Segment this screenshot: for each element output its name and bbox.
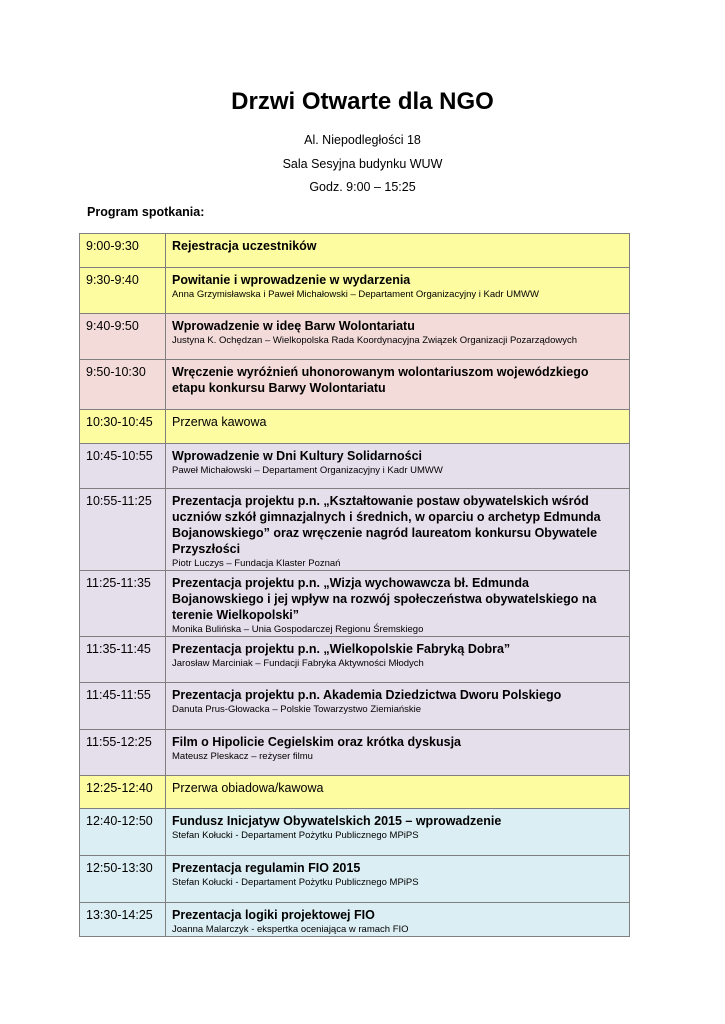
event-cell [166, 489, 630, 571]
event-speaker: Anna Grzymisławska i Paweł Michałowski – Departament Organizacyjny i Kadr UMWW [172, 289, 539, 300]
schedule-row [80, 637, 630, 683]
event-title: Rejestracja uczestników [172, 239, 317, 253]
time-cell: 10:55-11:25 [80, 489, 166, 571]
event-cell [166, 444, 630, 489]
event-title: Prezentacja regulamin FIO 2015 [172, 861, 361, 875]
schedule-row [80, 268, 630, 314]
schedule-row [80, 314, 630, 360]
page-title: Drzwi Otwarte dla NGO [231, 88, 494, 115]
event-cell [166, 314, 630, 360]
event-cell [166, 360, 630, 410]
event-speaker: Danuta Prus-Głowacka – Polskie Towarzystwo Ziemiańskie [172, 704, 422, 715]
event-title: Prezentacja projektu p.n. „Wizja wychowawcza bł. Edmunda Bojanowskiego i jej wpływ na rozwój społeczeństwa obywatelskiego na terenie Wielkopolski” [172, 576, 597, 622]
event-title: Film o Hipolicie Cegielskim oraz krótka dyskusja [172, 735, 461, 749]
address-line: Al. Niepodległości 18 [304, 133, 421, 147]
event-cell [166, 410, 630, 444]
schedule-row [80, 776, 630, 809]
event-cell [166, 571, 630, 637]
event-cell [166, 637, 630, 683]
time-cell: 12:25-12:40 [80, 776, 166, 809]
hours-line: Godz. 9:00 – 15:25 [309, 180, 416, 194]
event-title: Powitanie i wprowadzenie w wydarzenia [172, 273, 411, 287]
schedule-row [80, 809, 630, 856]
room-line: Sala Sesyjna budynku WUW [282, 157, 443, 171]
time-cell: 11:25-11:35 [80, 571, 166, 637]
event-cell [166, 683, 630, 730]
event-title: Przerwa obiadowa/kawowa [172, 781, 324, 795]
event-cell [166, 730, 630, 776]
event-title: Wprowadzenie w Dni Kultury Solidarności [172, 449, 423, 463]
event-title: Fundusz Inicjatyw Obywatelskich 2015 – wprowadzenie [172, 814, 502, 828]
schedule-row [80, 683, 630, 730]
time-cell: 12:40-12:50 [80, 809, 166, 856]
time-cell: 9:30-9:40 [80, 268, 166, 314]
schedule-row [80, 903, 630, 937]
time-cell: 9:40-9:50 [80, 314, 166, 360]
time-cell: 11:55-12:25 [80, 730, 166, 776]
event-speaker: Justyna K. Ochędzan – Wielkopolska Rada Koordynacyjna Związek Organizacji Pozarządowych [172, 335, 578, 346]
schedule-row [80, 234, 630, 268]
event-speaker: Mateusz Pleskacz – reżyser filmu [172, 751, 313, 762]
schedule-row [80, 571, 630, 637]
event-title: Wprowadzenie w ideę Barw Wolontariatu [172, 319, 415, 333]
event-cell [166, 903, 630, 937]
time-cell: 10:45-10:55 [80, 444, 166, 489]
event-title: Przerwa kawowa [172, 415, 267, 429]
time-cell: 10:30-10:45 [80, 410, 166, 444]
time-cell: 12:50-13:30 [80, 856, 166, 903]
schedule-row [80, 360, 630, 410]
event-speaker: Stefan Kołucki - Departament Pożytku Publicznego MPiPS [172, 877, 419, 888]
event-speaker: Monika Bulińska – Unia Gospodarczej Regionu Śremskiego [172, 624, 424, 635]
time-cell: 11:45-11:55 [80, 683, 166, 730]
event-title: Prezentacja logiki projektowej FIO [172, 908, 375, 922]
schedule-row [80, 489, 630, 571]
schedule-row [80, 410, 630, 444]
event-cell [166, 234, 630, 268]
event-cell [166, 856, 630, 903]
event-title: Wręczenie wyróżnień uhonorowanym wolontariuszom wojewódzkiego etapu konkursu Barwy Wolontariatu [172, 365, 589, 395]
time-cell: 11:35-11:45 [80, 637, 166, 683]
event-speaker: Stefan Kołucki - Departament Pożytku Publicznego MPiPS [172, 830, 419, 841]
event-cell [166, 776, 630, 809]
event-speaker: Jarosław Marciniak – Fundacji Fabryka Aktywności Młodych [172, 658, 424, 669]
program-label: Program spotkania: [87, 205, 205, 219]
event-speaker: Joanna Malarczyk - ekspertka oceniająca w ramach FIO [172, 924, 409, 935]
schedule-row [80, 856, 630, 903]
schedule-row [80, 444, 630, 489]
event-title: Prezentacja projektu p.n. „Kształtowanie postaw obywatelskich wśród uczniów szkół gimnazjalnych i średnich, w oparciu o archetyp Edmunda Bojanowskiego” oraz wręczenie nagród laureatom konkursu Obywatele Przyszłości [172, 494, 601, 556]
event-cell [166, 809, 630, 856]
schedule-row [80, 730, 630, 776]
event-speaker: Paweł Michałowski – Departament Organizacyjny i Kadr UMWW [172, 465, 443, 476]
time-cell: 13:30-14:25 [80, 903, 166, 937]
event-speaker: Piotr Luczys – Fundacja Klaster Poznań [172, 558, 341, 569]
time-cell: 9:00-9:30 [80, 234, 166, 268]
time-cell: 9:50-10:30 [80, 360, 166, 410]
event-title: Prezentacja projektu p.n. „Wielkopolskie Fabryką Dobra” [172, 642, 511, 656]
schedule-table [79, 233, 630, 937]
event-title: Prezentacja projektu p.n. Akademia Dziedzictwa Dworu Polskiego [172, 688, 562, 702]
event-cell [166, 268, 630, 314]
